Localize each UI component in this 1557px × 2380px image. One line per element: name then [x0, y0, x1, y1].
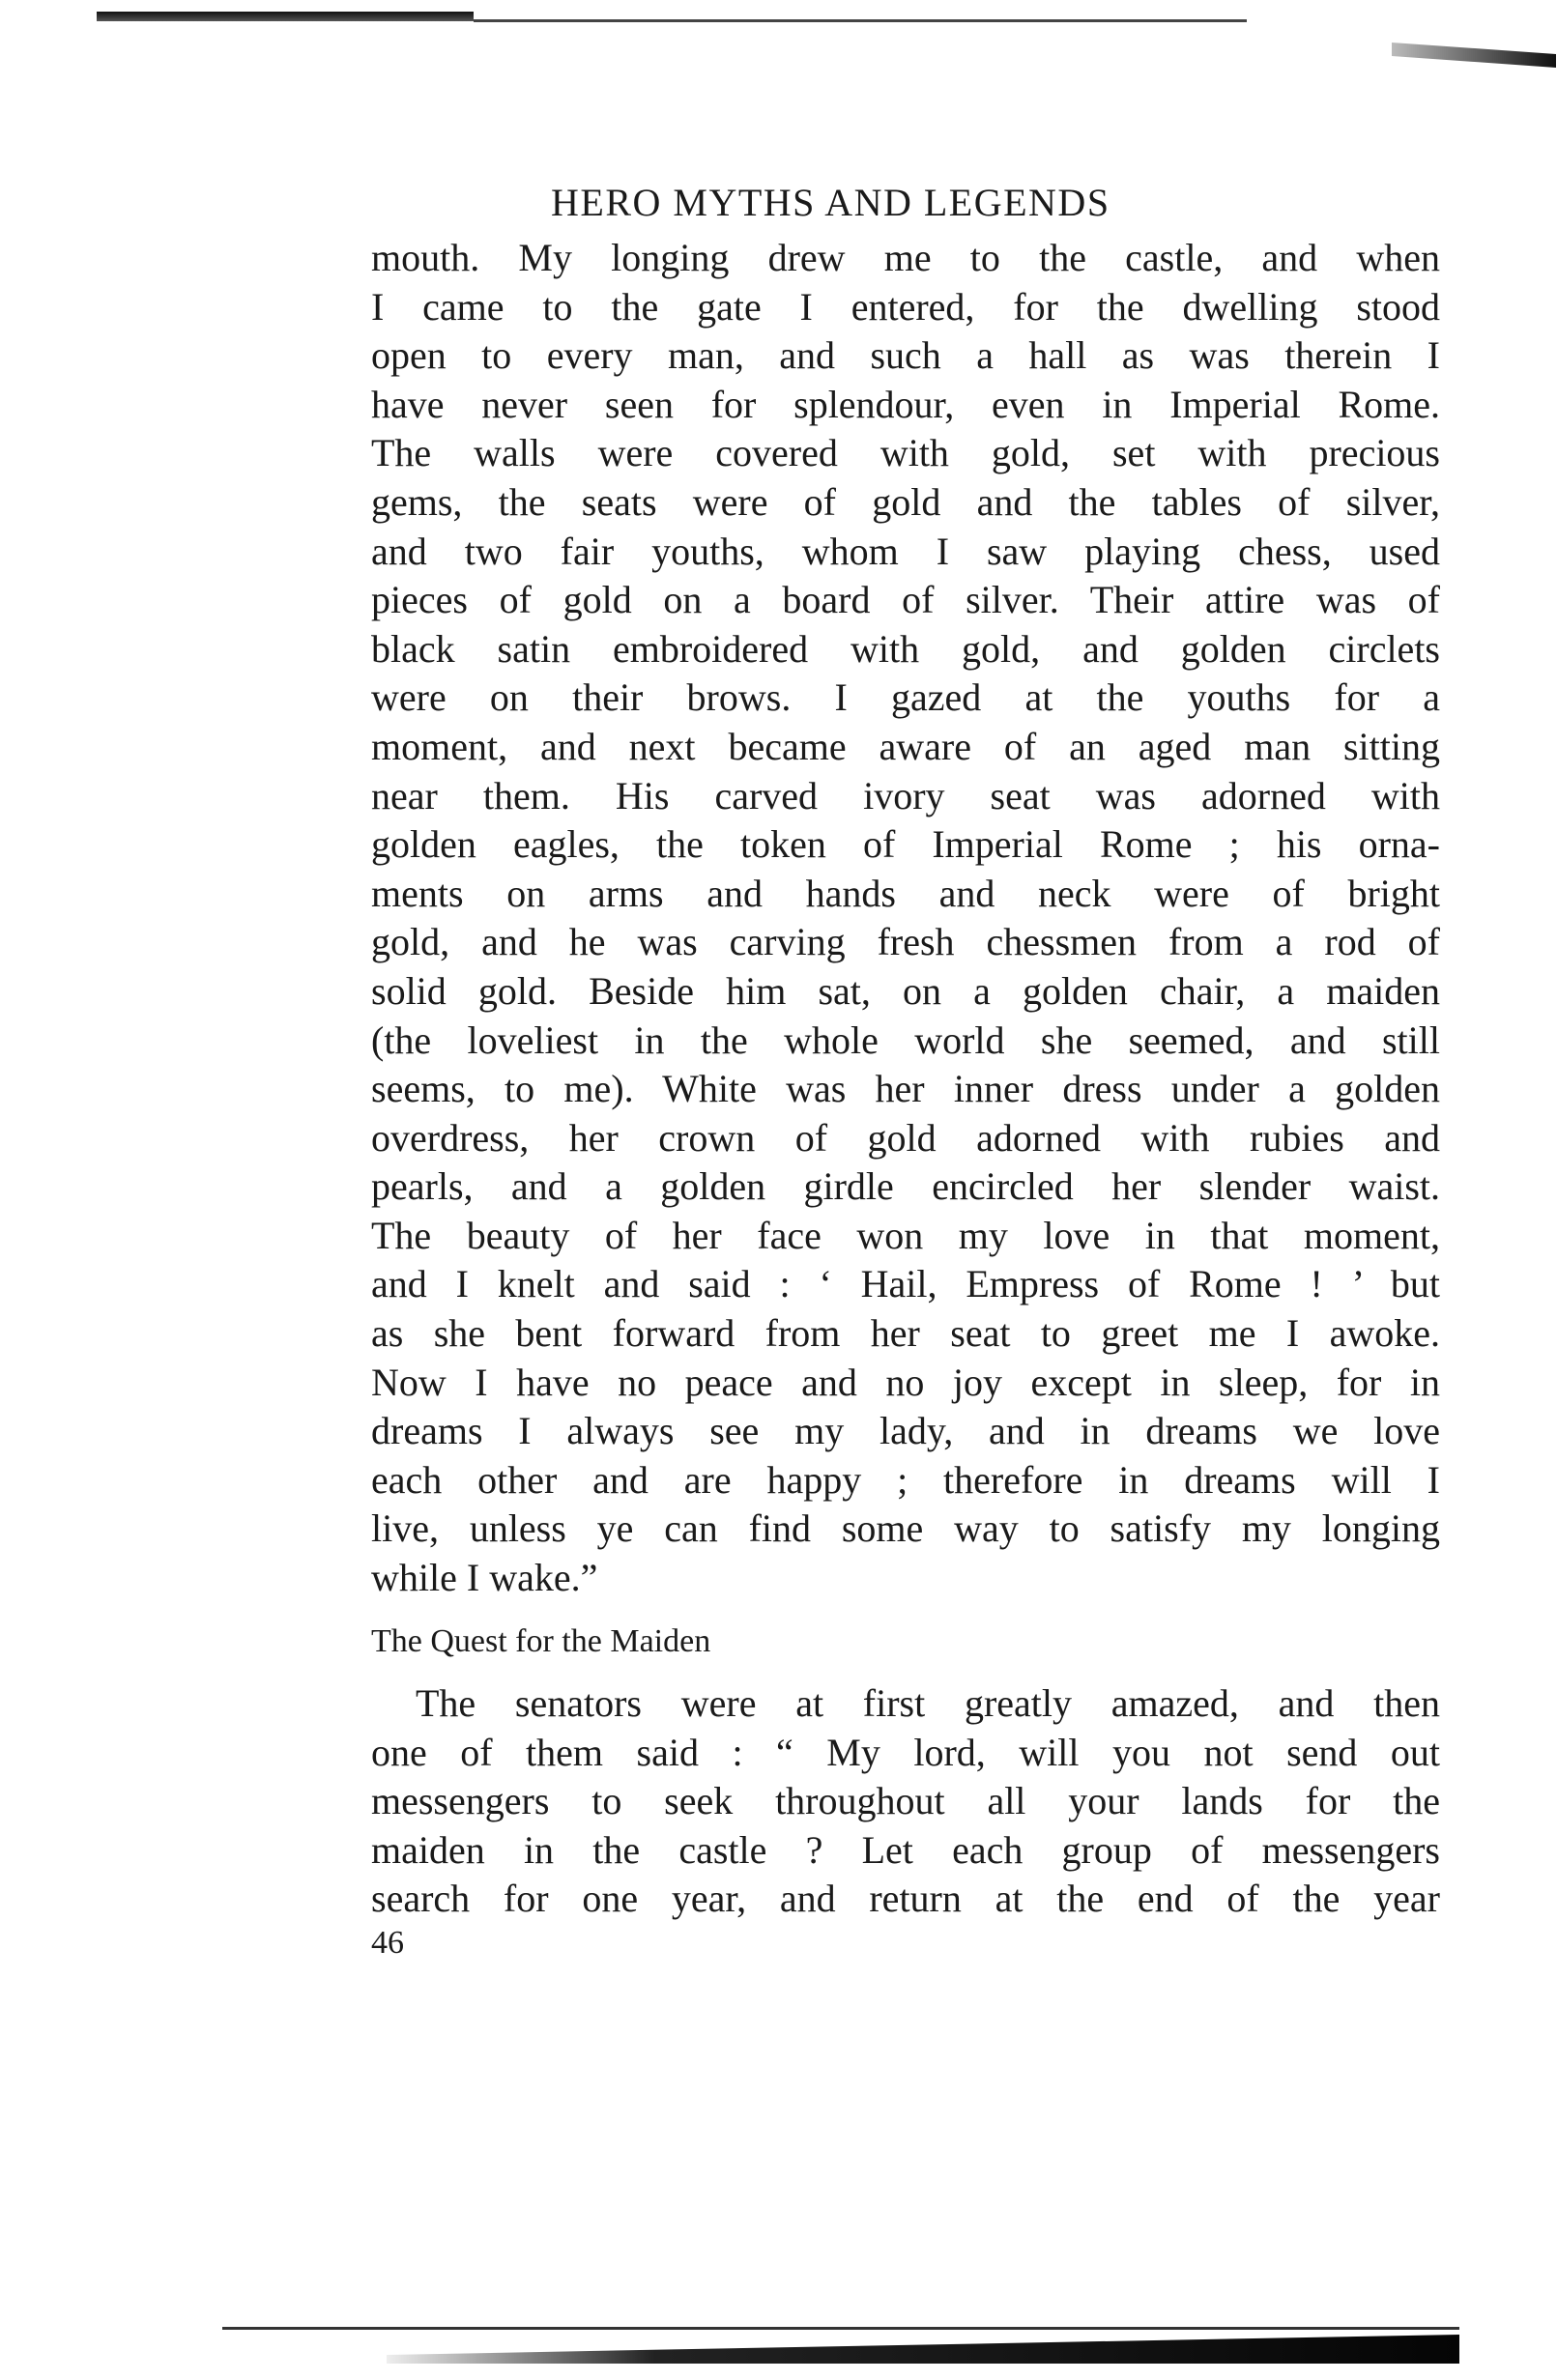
text-line: golden eagles, the token of Imperial Rome ; his orna- [371, 822, 1440, 867]
scan-edge-bottom-shadow [387, 2335, 1459, 2364]
text-line: mouth. My longing drew me to the castle, and when [371, 236, 1440, 279]
text-line: overdress, her crown of gold adorned with rubies and [371, 1115, 1440, 1160]
paragraph-dream-account [371, 234, 1440, 1603]
scan-edge-top-line [474, 19, 1247, 22]
text-line: dreams I always see my lady, and in dreams we love [371, 1409, 1440, 1453]
text-line: each other and are happy ; therefore in dreams will I [371, 1457, 1440, 1502]
text-line: and two fair youths, whom I saw playing chess, used [371, 529, 1440, 573]
text-line: The senators were at first greatly amazed, and then [416, 1681, 1440, 1725]
text-line: maiden in the castle ? Let each group of messengers [371, 1827, 1440, 1872]
text-line: The walls were covered with gold, set with precious [371, 431, 1440, 475]
scan-edge-top-right [1392, 43, 1556, 68]
text-line: The beauty of her face won my love in that moment, [371, 1213, 1440, 1257]
text-line: have never seen for splendour, even in Imperial Rome. [371, 382, 1440, 426]
text-line: pieces of gold on a board of silver. Their attire was of [371, 578, 1440, 622]
text-line: seems, to me). White was her inner dress under a golden [371, 1067, 1440, 1111]
text-line: as she bent forward from her seat to greet me I awoke. [371, 1311, 1440, 1356]
text-line: (the loveliest in the whole world she seemed, and still [371, 1018, 1440, 1062]
page-number: 46 [371, 1925, 404, 1961]
text-line: messengers to seek throughout all your lands for the [371, 1779, 1440, 1823]
scan-edge-bottom-line [222, 2327, 1459, 2330]
paragraph-senators [371, 1679, 1440, 1924]
text-line: gold, and he was carving fresh chessmen from a rod of [371, 920, 1440, 964]
text-line: search for one year, and return at the end of the year [371, 1877, 1440, 1921]
section-heading: The Quest for the Maiden [371, 1623, 711, 1659]
text-line: live, unless ye can find some way to satisfy my longing [371, 1506, 1440, 1551]
running-head: HERO MYTHS AND LEGENDS [551, 181, 1110, 224]
text-line: open to every man, and such a hall as was therein I [371, 333, 1440, 378]
text-line: while I wake.” [371, 1556, 598, 1600]
text-line: pearls, and a golden girdle encircled her slender waist. [371, 1164, 1440, 1209]
text-line: were on their brows. I gazed at the youths for a [371, 675, 1440, 720]
text-line: gems, the seats were of gold and the tables of silver, [371, 479, 1440, 524]
text-line: moment, and next became aware of an aged man sitting [371, 724, 1440, 768]
text-line: Now I have no peace and no joy except in sleep, for in [371, 1360, 1440, 1404]
text-line: solid gold. Beside him sat, on a golden chair, a maiden [371, 968, 1440, 1013]
text-line: black satin embroidered with gold, and golden circlets [371, 626, 1440, 671]
text-line: ments on arms and hands and neck were of bright [371, 871, 1440, 915]
scan-edge-top-left [97, 12, 474, 21]
text-line: I came to the gate I entered, for the dwelling stood [371, 284, 1440, 329]
text-line: one of them said : “ My lord, will you not send out [371, 1730, 1440, 1774]
text-line: and I knelt and said : ‘ Hail, Empress of Rome ! ’ but [371, 1262, 1440, 1306]
text-line: near them. His carved ivory seat was adorned with [371, 773, 1440, 817]
